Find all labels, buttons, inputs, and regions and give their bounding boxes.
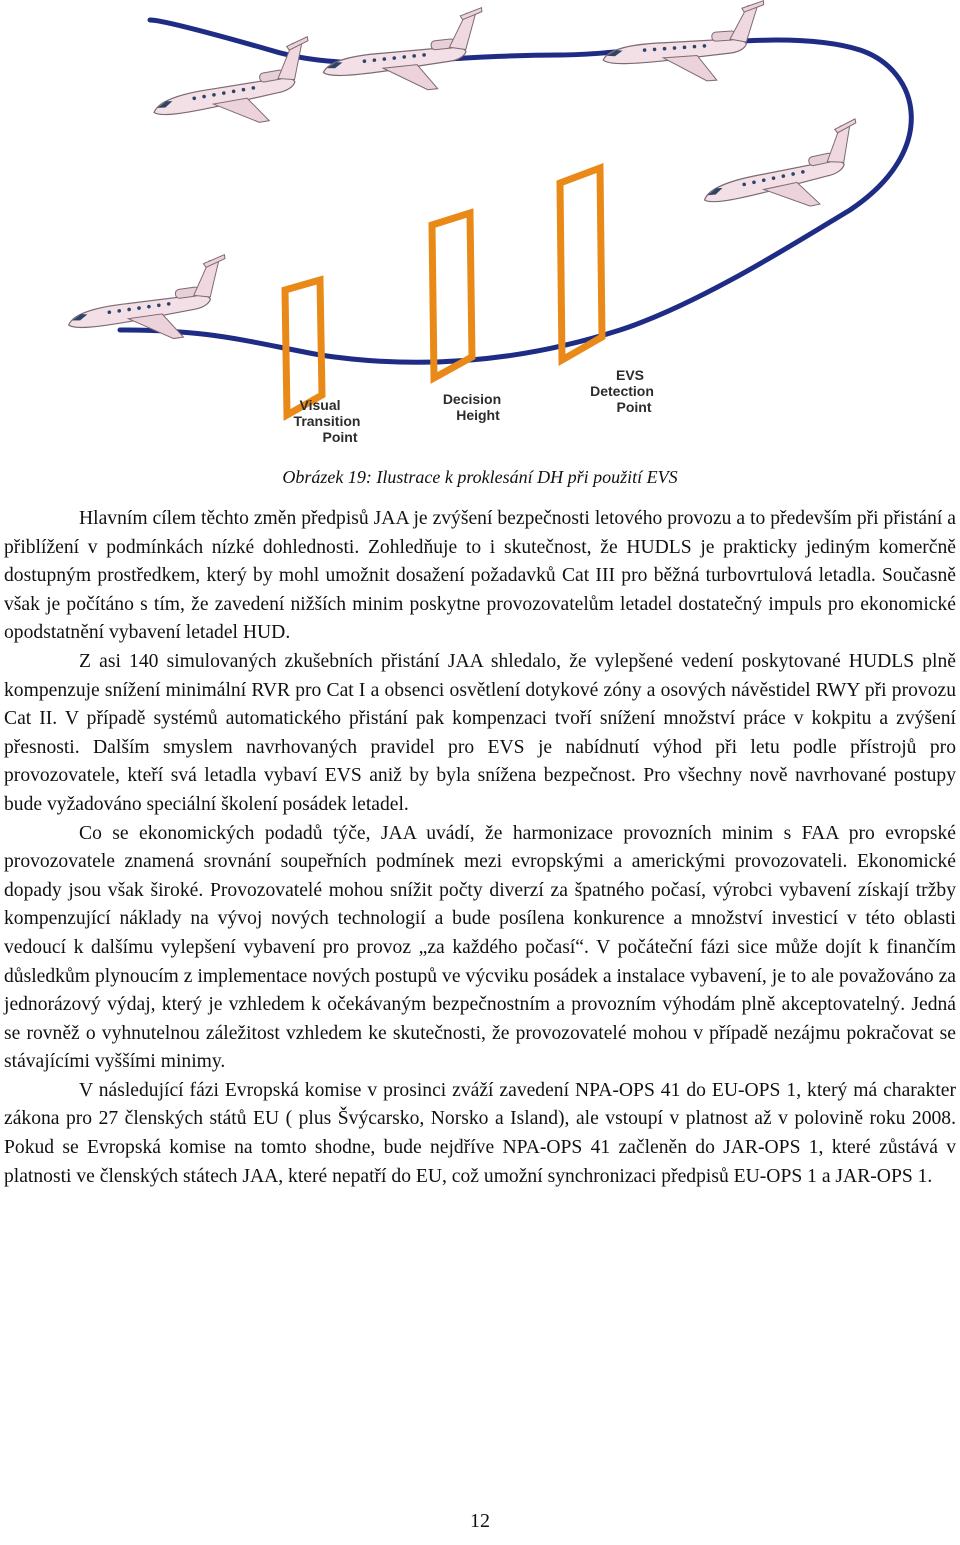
figure-caption: Obrázek 19: Ilustrace k proklesání DH při použití EVS [282,467,678,487]
label-evs-1: EVS [615,367,645,383]
paragraph-2: Z asi 140 simulovaných zkušebních přistání JAA shledalo, že vylepšené vedení poskytované HUDLS plně kompenzuje snížení minimální RVR pro Cat I a obsenci osvětlení dotykové zóny a osových návěstidel RWY při provozu Cat II. V případě systémů automatického přistání pak kompenzaci tvoří snížení množství práce v kokpitu a zvýšení přesnosti. Dalším smyslem navrhovaných pravidel pro EVS je nabídnutí výhod při letu podle přístrojů pro provozovatele, kteří svá letadla vybaví EVS aniž by byla snížena bezpečnost. Pro všechny nově navrhované postupy bude vyžadováno speciální školení posádek letadel. [4,650,956,815]
label-visual-3: Point [322,429,358,445]
evs-illustration [0,0,960,460]
paragraph-4: V následující fázi Evropská komise v prosinci zváží zavedení NPA-OPS 41 do EU-OPS 1, který má charakter zákona pro 27 členských států EU ( plus Švýcarsko, Norsko a Island), ale vstoupí v platnost až v polovině roku 2008. Pokud se Evropská komise na tomto shodne, bude nejdříve NPA-OPS 41 začleněn do JAR-OPS 1, které zůstává v platnosti ve členských státech JAA, které nepatří do EU, což umožní synchronizaci předpisů EU-OPS 1 a JAR-OPS 1. [4,1079,956,1187]
label-evs-2: Detection [590,383,654,399]
paragraph-1: Hlavním cílem těchto změn předpisů JAA je zvýšení bezpečnosti letového provozu a to především při přistání a přiblížení v podmínkách nízké dohlednosti. Zohledňuje to i skutečnost, že HUDLS je prakticky jediným komerčně dostupným prostředkem, který by mohl umožnit dosažení požadavků Cat III pro běžná turbovrtulová letadla. Současně však je počítáno s tím, že zavedení nižších minim poskytne provozovatelům letadel dostatečný impuls pro ekonomické opodstatnění vybavení letadel HUD. [4,508,956,644]
label-evs-3: Point [616,399,652,415]
label-visual-1: Visual [299,397,341,413]
label-decision-1: Decision [442,391,502,407]
label-decision-2: Height [456,407,500,423]
label-visual-2: Transition [293,413,361,429]
body-text [4,505,956,1191]
paragraph-3: Co se ekonomických podadů týče, JAA uvádí, že harmonizace provozních minim s FAA pro evropské provozovatele znamená srovnání soupeřních podmínek mezi evropskými a americkými provozovateli. Ekonomické dopady jsou však široké. Provozovatelé mohou snížit počty diverzí za špatného počasí, výrobci vybavení získají tržby kompenzující náklady na vývoj nových technologií a bude posílena konkurence a množství investicí v této oblasti vedoucí k dalšímu vylepšení vybavení pro provoz „za každého počasí“. V počáteční fázi sice může dojít k finančím důsledkům plynoucím z implementace nových postupů ve výcviku posádek a instalace vybavení, je to ale považováno za jednorázový výdaj, který je vzhledem k očekávaným bezpečnostním a provozním výhodám plně akceptovatelný. Jedná se rovněž o vyhnutelnou záležitost vzhledem ke skutečnosti, že provozovatelé mohou v případě nezájmu pokračovat se stávajícími vyššími minimy. [4,822,956,1073]
page-number: 12 [470,1510,490,1532]
